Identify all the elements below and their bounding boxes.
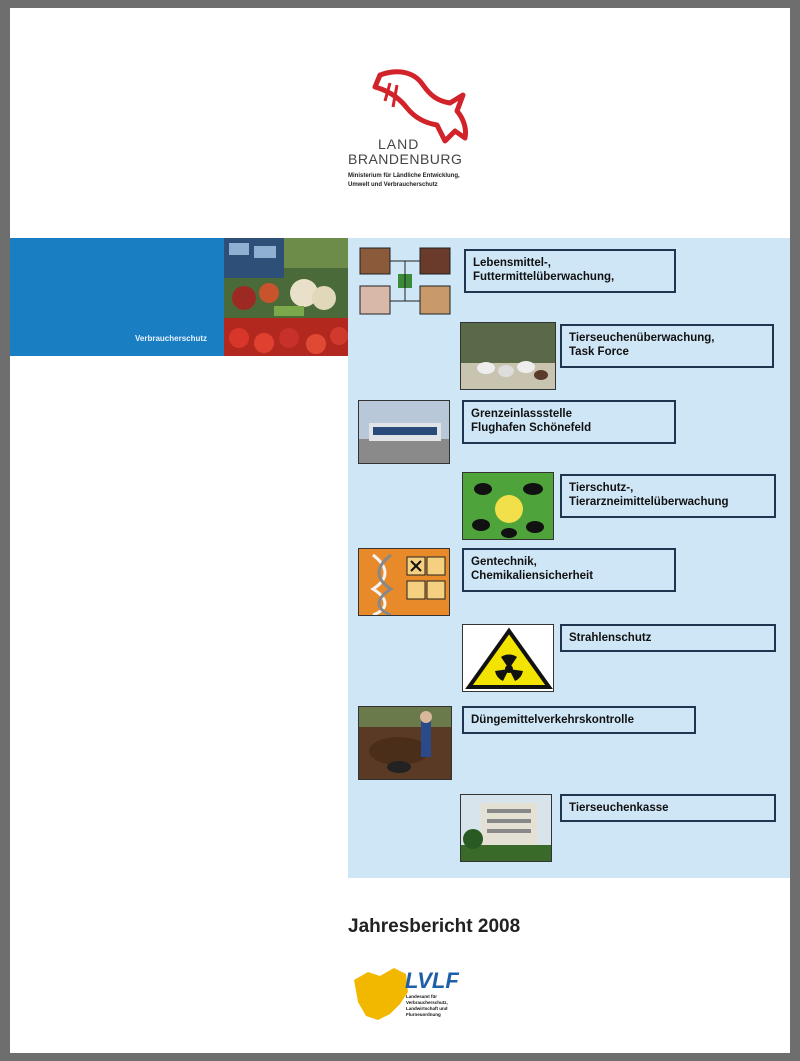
genetics-thumbnail (358, 548, 450, 616)
topic-label-animal-disease-line-1: Tierseuchenüberwachung, (569, 332, 715, 344)
topic-label-animal-welfare (560, 474, 776, 518)
topic-label-genetics-line-2: Chemikaliensicherheit (471, 570, 594, 582)
lvlf-subtitle-line-4: Flurneuordnung (406, 1012, 441, 1017)
lvlf-subtitle-line-1: Landesamt für (406, 994, 438, 999)
brandenburg-eagle-logo (345, 63, 505, 213)
topic-label-radiation (560, 624, 776, 652)
topic-label-animal-welfare-line-1: Tierschutz-, (569, 482, 634, 494)
report-cover (10, 8, 790, 1053)
topic-label-genetics-line-1: Gentechnik, (471, 556, 537, 568)
band-label: Verbraucherschutz (135, 334, 208, 343)
topic-label-food-line-1: Lebensmittel-, (473, 257, 551, 269)
animal-welfare-thumbnail (462, 472, 554, 540)
topic-label-food-line-2: Futtermittelüberwachung, (473, 271, 615, 283)
topic-label-fertilizer-line-1: Düngemittelverkehrskontrolle (471, 714, 634, 726)
topic-label-fund (560, 794, 776, 822)
topic-label-border (462, 400, 676, 444)
ministry-line-2: Umwelt und Verbraucherschutz (348, 182, 438, 188)
food-thumbnail (358, 246, 452, 316)
animals-thumbnail (460, 322, 556, 390)
building-thumbnail (460, 794, 552, 862)
ministry-name (348, 172, 508, 190)
lvlf-subtitle-line-3: Landwirtschaft und (406, 1006, 448, 1011)
report-title: Jahresbericht 2008 (348, 916, 521, 937)
topic-label-radiation-line-1: Strahlenschutz (569, 632, 652, 644)
fertilizer-thumbnail (358, 706, 452, 780)
topic-label-genetics (462, 548, 676, 592)
lvlf-subtitle (406, 994, 466, 1018)
brand-land: LAND (378, 136, 420, 152)
brand-brandenburg: BRANDENBURG (348, 151, 463, 167)
topic-label-fertilizer (462, 706, 696, 734)
topic-label-border-line-2: Flughafen Schönefeld (471, 422, 592, 434)
topic-label-border-line-1: Grenzeinlassstelle (471, 408, 572, 420)
radiation-thumbnail (462, 624, 554, 692)
market-photo (224, 238, 348, 356)
airport-thumbnail (358, 400, 450, 464)
topic-label-animal-welfare-line-2: Tierarzneimittelüberwachung (569, 496, 729, 508)
topic-label-animal-disease (560, 324, 774, 368)
topic-label-food (464, 249, 676, 293)
ministry-line-1: Ministerium für Ländliche Entwicklung, (348, 173, 460, 179)
topic-label-animal-disease-line-2: Task Force (569, 346, 629, 358)
lvlf-wordmark: LVLF (405, 968, 459, 993)
topic-label-fund-line-1: Tierseuchenkasse (569, 802, 669, 814)
lvlf-subtitle-line-2: Verbraucherschutz, (406, 1000, 448, 1005)
